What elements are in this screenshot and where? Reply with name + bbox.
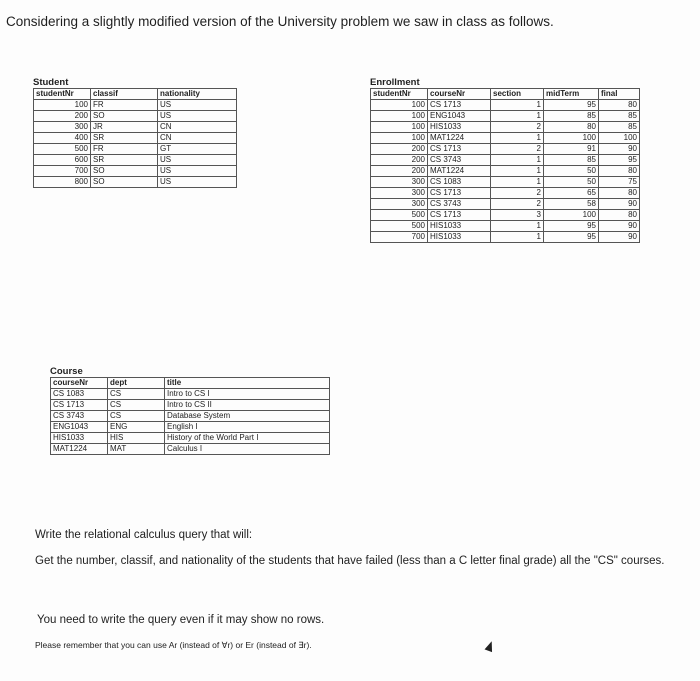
column-header: midTerm: [544, 89, 599, 100]
column-header: final: [599, 89, 640, 100]
course-table-block: [50, 366, 330, 455]
table-row: [34, 122, 237, 133]
table-cell: 100: [544, 210, 599, 221]
column-header: title: [165, 378, 330, 389]
table-cell: CS 1713: [51, 400, 108, 411]
table-cell: CS 1713: [428, 210, 491, 221]
column-header: classif: [91, 89, 158, 100]
table-cell: CS 3743: [51, 411, 108, 422]
table-cell: CS: [108, 389, 165, 400]
table-row: [51, 411, 330, 422]
table-row: [34, 166, 237, 177]
table-row: [34, 144, 237, 155]
table-row: [371, 221, 640, 232]
column-header: studentNr: [371, 89, 428, 100]
table-cell: CS 1713: [428, 100, 491, 111]
table-cell: 300: [371, 177, 428, 188]
table-cell: 85: [599, 111, 640, 122]
table-cell: HIS1033: [51, 433, 108, 444]
column-header: nationality: [158, 89, 237, 100]
table-cell: Calculus I: [165, 444, 330, 455]
enrollment-table-block: [370, 77, 640, 243]
table-cell: 58: [544, 199, 599, 210]
table-cell: 90: [599, 199, 640, 210]
table-cell: 800: [34, 177, 91, 188]
table-row: [371, 210, 640, 221]
student-table-title: Student: [33, 77, 69, 88]
table-cell: US: [158, 100, 237, 111]
column-header: dept: [108, 378, 165, 389]
table-row: [51, 444, 330, 455]
table-cell: 80: [599, 166, 640, 177]
table-header-row: [51, 378, 330, 389]
table-row: [34, 100, 237, 111]
table-cell: 200: [371, 155, 428, 166]
table-cell: MAT1224: [51, 444, 108, 455]
table-cell: GT: [158, 144, 237, 155]
table-cell: 2: [491, 199, 544, 210]
table-cell: 100: [371, 100, 428, 111]
table-cell: HIS: [108, 433, 165, 444]
column-header: courseNr: [51, 378, 108, 389]
table-cell: 90: [599, 144, 640, 155]
question-hint: Please remember that you can use Ar (instead of ∀r) or Er (instead of ∃r).: [35, 640, 312, 650]
table-cell: Database System: [165, 411, 330, 422]
table-cell: 1: [491, 155, 544, 166]
table-cell: ENG: [108, 422, 165, 433]
table-cell: 1: [491, 232, 544, 243]
table-row: [371, 199, 640, 210]
table-cell: 2: [491, 144, 544, 155]
table-cell: 100: [544, 133, 599, 144]
table-cell: 80: [544, 122, 599, 133]
table-cell: CS 1083: [428, 177, 491, 188]
table-cell: MAT1224: [428, 133, 491, 144]
table-cell: CS 1713: [428, 188, 491, 199]
table-row: [34, 133, 237, 144]
table-cell: 80: [599, 188, 640, 199]
table-cell: Intro to CS I: [165, 389, 330, 400]
column-header: section: [491, 89, 544, 100]
table-cell: 1: [491, 166, 544, 177]
table-cell: 500: [371, 210, 428, 221]
table-row: [371, 111, 640, 122]
table-cell: MAT1224: [428, 166, 491, 177]
table-cell: 100: [371, 111, 428, 122]
table-cell: JR: [91, 122, 158, 133]
table-cell: 300: [34, 122, 91, 133]
table-cell: CN: [158, 133, 237, 144]
table-cell: Intro to CS II: [165, 400, 330, 411]
table-cell: 85: [599, 122, 640, 133]
table-cell: SO: [91, 166, 158, 177]
table-cell: 50: [544, 177, 599, 188]
table-cell: SR: [91, 155, 158, 166]
table-header-row: [371, 89, 640, 100]
table-cell: CS 1713: [428, 144, 491, 155]
table-cell: 90: [599, 232, 640, 243]
course-table-title: Course: [50, 366, 83, 377]
column-header: courseNr: [428, 89, 491, 100]
enrollment-table-title: Enrollment: [370, 77, 420, 88]
table-cell: CS 3743: [428, 155, 491, 166]
mouse-cursor-icon: [485, 640, 496, 652]
table-cell: 500: [34, 144, 91, 155]
table-cell: SR: [91, 133, 158, 144]
table-cell: 90: [599, 221, 640, 232]
table-row: [371, 232, 640, 243]
table-cell: CS 1083: [51, 389, 108, 400]
table-cell: 1: [491, 111, 544, 122]
question-task: Get the number, classif, and nationality of the students that have failed (less than a C letter final grade) all the "CS" courses.: [35, 555, 665, 567]
table-cell: 1: [491, 221, 544, 232]
table-cell: US: [158, 166, 237, 177]
table-row: [371, 155, 640, 166]
table-cell: 700: [371, 232, 428, 243]
table-cell: 700: [34, 166, 91, 177]
table-cell: 95: [544, 100, 599, 111]
table-cell: US: [158, 155, 237, 166]
table-cell: 80: [599, 210, 640, 221]
table-cell: 200: [371, 144, 428, 155]
table-header-row: [34, 89, 237, 100]
page-heading: Considering a slightly modified version of the University problem we saw in class as follows.: [6, 14, 554, 29]
table-cell: 85: [544, 111, 599, 122]
table-row: [34, 111, 237, 122]
table-cell: 95: [599, 155, 640, 166]
table-row: [371, 122, 640, 133]
table-cell: SO: [91, 111, 158, 122]
table-row: [34, 155, 237, 166]
course-table: [50, 377, 330, 455]
table-cell: 91: [544, 144, 599, 155]
table-cell: FR: [91, 144, 158, 155]
table-cell: 600: [34, 155, 91, 166]
table-cell: HIS1033: [428, 122, 491, 133]
table-cell: 200: [34, 111, 91, 122]
table-row: [51, 400, 330, 411]
table-cell: 300: [371, 199, 428, 210]
table-cell: 100: [371, 133, 428, 144]
table-cell: 100: [371, 122, 428, 133]
column-header: studentNr: [34, 89, 91, 100]
table-cell: 100: [34, 100, 91, 111]
table-cell: 100: [599, 133, 640, 144]
table-row: [371, 188, 640, 199]
table-cell: US: [158, 111, 237, 122]
table-row: [34, 177, 237, 188]
table-cell: History of the World Part I: [165, 433, 330, 444]
table-row: [51, 389, 330, 400]
table-row: [371, 144, 640, 155]
table-cell: 95: [544, 232, 599, 243]
table-row: [51, 422, 330, 433]
table-cell: 80: [599, 100, 640, 111]
table-cell: 3: [491, 210, 544, 221]
table-cell: SO: [91, 177, 158, 188]
table-row: [371, 133, 640, 144]
table-row: [51, 433, 330, 444]
table-cell: 50: [544, 166, 599, 177]
table-cell: 1: [491, 100, 544, 111]
table-row: [371, 166, 640, 177]
enrollment-table: [370, 88, 640, 243]
question-note: You need to write the query even if it may show no rows.: [37, 614, 325, 626]
table-cell: English I: [165, 422, 330, 433]
table-cell: ENG1043: [428, 111, 491, 122]
table-cell: CS 3743: [428, 199, 491, 210]
table-cell: 400: [34, 133, 91, 144]
table-cell: 200: [371, 166, 428, 177]
table-cell: CN: [158, 122, 237, 133]
table-cell: 85: [544, 155, 599, 166]
table-cell: CS: [108, 400, 165, 411]
table-cell: 75: [599, 177, 640, 188]
table-cell: CS: [108, 411, 165, 422]
table-cell: 2: [491, 122, 544, 133]
table-cell: 300: [371, 188, 428, 199]
table-cell: 1: [491, 177, 544, 188]
table-cell: ENG1043: [51, 422, 108, 433]
table-row: [371, 100, 640, 111]
table-cell: 1: [491, 133, 544, 144]
table-cell: FR: [91, 100, 158, 111]
table-cell: 95: [544, 221, 599, 232]
table-row: [371, 177, 640, 188]
question-prompt: Write the relational calculus query that will:: [35, 529, 253, 541]
table-cell: 65: [544, 188, 599, 199]
student-table-block: [33, 77, 237, 188]
table-cell: 500: [371, 221, 428, 232]
table-cell: US: [158, 177, 237, 188]
table-cell: HIS1033: [428, 221, 491, 232]
student-table: [33, 88, 237, 188]
table-cell: 2: [491, 188, 544, 199]
table-cell: MAT: [108, 444, 165, 455]
table-cell: HIS1033: [428, 232, 491, 243]
